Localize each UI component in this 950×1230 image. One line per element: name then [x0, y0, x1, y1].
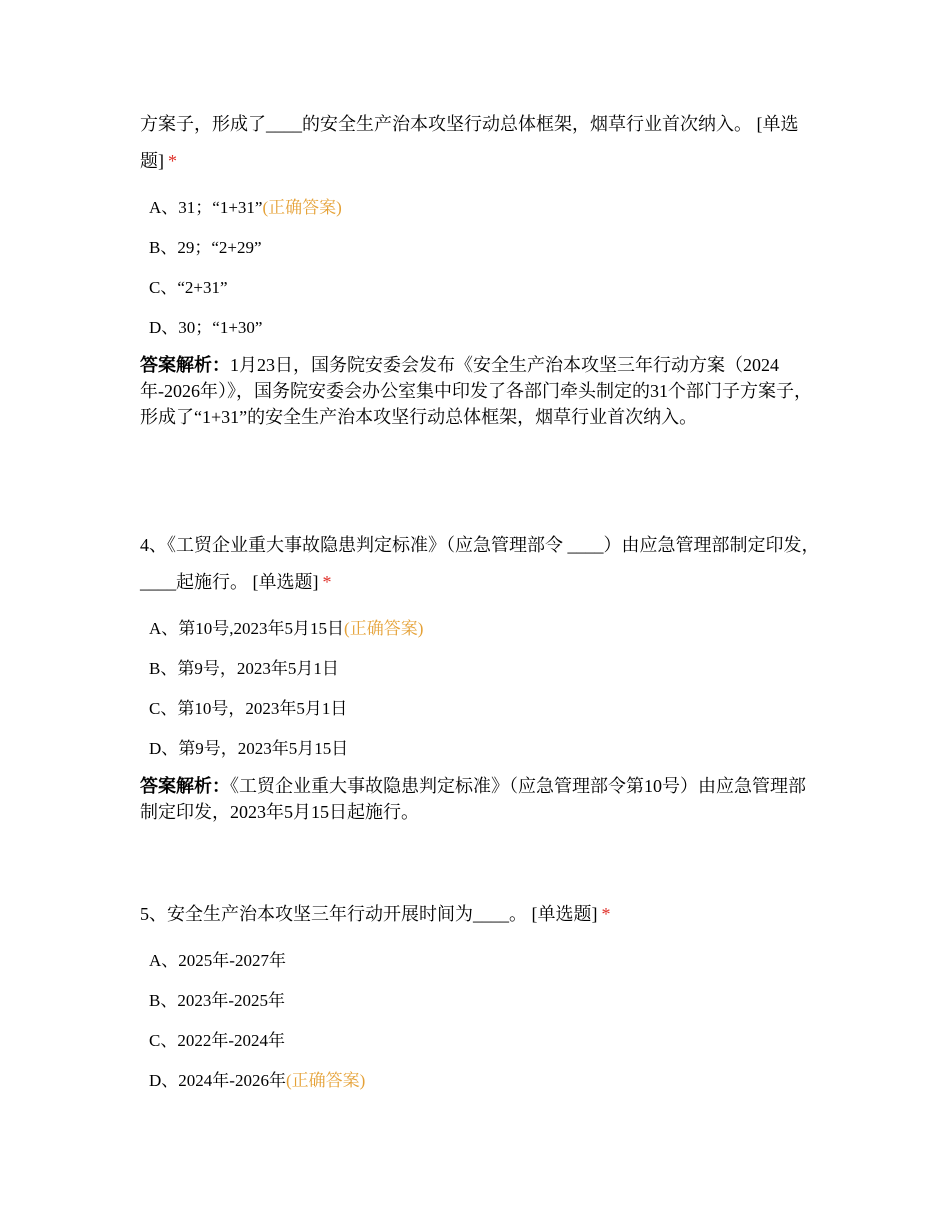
answer-analysis [140, 773, 820, 825]
option-d[interactable] [140, 308, 820, 348]
question-3 [140, 106, 820, 430]
question-5-stem: 5、安全生产治本攻坚三年行动开展时间为____。 [140, 904, 527, 924]
option-b[interactable] [140, 228, 820, 268]
required-mark: * [168, 151, 177, 171]
option-d[interactable] [140, 1061, 820, 1101]
option-c[interactable] [140, 1021, 820, 1061]
required-mark: * [322, 572, 332, 592]
option-a[interactable] [140, 941, 820, 981]
option-list [140, 609, 820, 769]
option-label: B、第9号，2023年5月1日 [149, 659, 339, 678]
option-c[interactable] [140, 268, 820, 308]
analysis-label: 答案解析： [140, 355, 230, 375]
analysis-text: 《工贸企业重大事故隐患判定标准》（应急管理部令第10号）由应急管理部制定印发，2023年5月15日起施行。 [140, 776, 806, 822]
option-label: D、2024年-2026年 [149, 1071, 286, 1090]
option-list [140, 941, 820, 1101]
question-3-text [140, 106, 820, 180]
option-b[interactable] [140, 981, 820, 1021]
question-4 [140, 527, 820, 825]
option-label: C、“2+31” [149, 278, 228, 297]
analysis-label: 答案解析： [140, 776, 230, 796]
option-label: B、29；“2+29” [149, 238, 262, 257]
question-type-tag: [单选题] [252, 572, 319, 592]
option-d[interactable] [140, 729, 820, 769]
analysis-text: 1月23日，国务院安委会发布《安全生产治本攻坚三年行动方案（2024年-2026年）》，国务院安委会办公室集中印发了各部门牵头制定的31个部门子方案子，形成了“1+31”的安全生产治本攻坚行动总体框架，烟草行业首次纳入。 [140, 355, 812, 427]
correct-answer-mark: (正确答案) [285, 1071, 366, 1090]
question-5-text [140, 896, 820, 933]
required-mark: * [601, 904, 611, 924]
question-3-stem: 方案子，形成了____的安全生产治本攻坚行动总体框架，烟草行业首次纳入。 [140, 114, 752, 134]
option-c[interactable] [140, 689, 820, 729]
option-label: B、2023年-2025年 [149, 991, 285, 1010]
option-b[interactable] [140, 649, 820, 689]
option-label: A、2025年-2027年 [149, 951, 286, 970]
option-list [140, 188, 820, 348]
option-a[interactable] [140, 609, 820, 649]
option-label: C、第10号，2023年5月1日 [149, 699, 348, 718]
answer-analysis [140, 352, 820, 430]
question-type-tag: [单选题] [531, 904, 598, 924]
option-label: C、2022年-2024年 [149, 1031, 285, 1050]
correct-answer-mark: (正确答案) [262, 198, 342, 217]
option-label: A、第10号,2023年5月15日 [149, 619, 345, 638]
option-label: D、30；“1+30” [149, 318, 263, 337]
question-5 [140, 896, 820, 1101]
question-type-tag: [单选题] [140, 114, 799, 171]
option-label: A、31；“1+31” [149, 198, 263, 217]
question-4-text [140, 527, 820, 601]
option-label: D、第9号，2023年5月15日 [149, 739, 349, 758]
correct-answer-mark: (正确答案) [344, 619, 424, 638]
option-a[interactable] [140, 188, 820, 228]
question-4-stem: 4、《工贸企业重大事故隐患判定标准》（应急管理部令 ____）由应急管理部制定印发，____起施行。 [140, 535, 820, 592]
